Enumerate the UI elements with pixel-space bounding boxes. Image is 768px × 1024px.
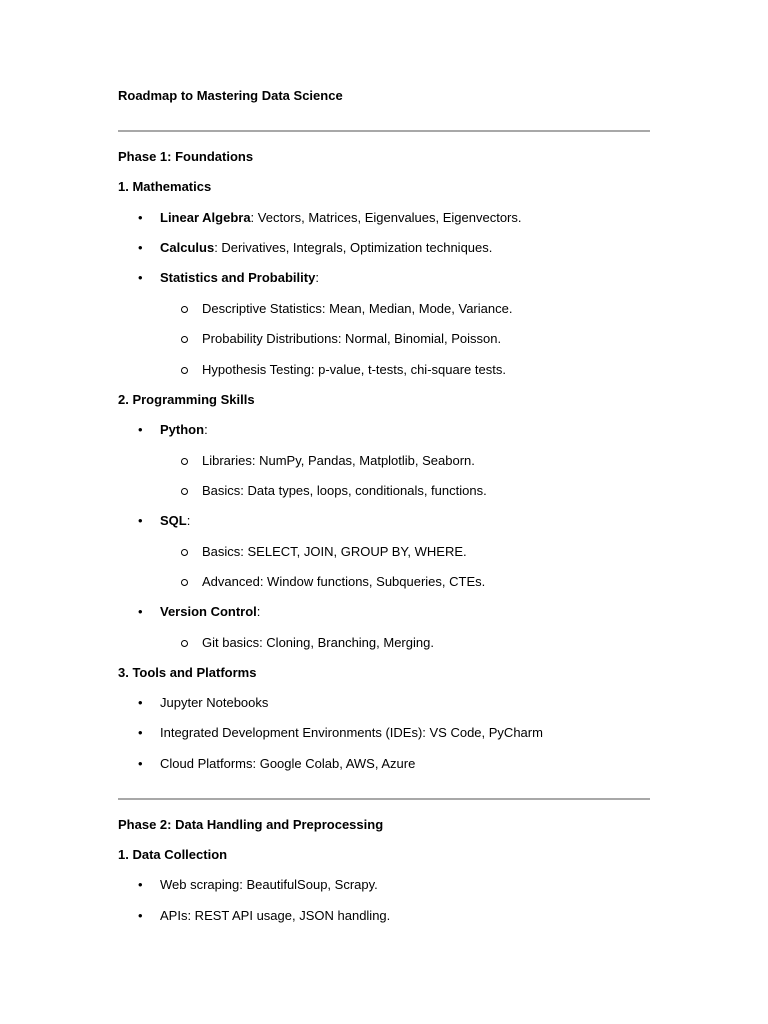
list-item-version-control: [160, 604, 260, 620]
circle-bullet-icon: [181, 306, 188, 313]
bullet-icon: •: [138, 240, 143, 255]
term-label: Version Control: [160, 604, 257, 619]
circle-bullet-icon: [181, 488, 188, 495]
sub-list-item: Advanced: Window functions, Subqueries, CTEs.: [202, 574, 486, 589]
tools-heading: 3. Tools and Platforms: [118, 665, 257, 680]
term-desc: : Derivatives, Integrals, Optimization techniques.: [214, 240, 493, 255]
term-desc: :: [256, 604, 261, 619]
circle-bullet-icon: [181, 336, 188, 343]
list-item: Web scraping: BeautifulSoup, Scrapy.: [160, 877, 378, 892]
list-item: APIs: REST API usage, JSON handling.: [160, 908, 391, 923]
term-label: Python: [160, 422, 205, 437]
bullet-icon: •: [138, 877, 143, 892]
sub-list-item: Probability Distributions: Normal, Binomial, Poisson.: [202, 331, 502, 346]
divider: [118, 130, 650, 132]
bullet-icon: •: [138, 695, 143, 710]
circle-bullet-icon: [181, 579, 188, 586]
term-label: SQL: [160, 513, 187, 528]
list-item: Jupyter Notebooks: [160, 695, 269, 710]
divider: [118, 798, 650, 800]
bullet-icon: •: [138, 756, 143, 771]
circle-bullet-icon: [181, 458, 188, 465]
bullet-icon: •: [138, 604, 143, 619]
bullet-icon: •: [138, 422, 143, 437]
document-title: Roadmap to Mastering Data Science: [118, 88, 343, 103]
bullet-icon: •: [138, 725, 143, 740]
bullet-icon: •: [138, 210, 143, 225]
sub-list-item: Libraries: NumPy, Pandas, Matplotlib, Seaborn.: [202, 453, 475, 468]
sub-list-item: Descriptive Statistics: Mean, Median, Mode, Variance.: [202, 301, 513, 316]
bullet-icon: •: [138, 513, 143, 528]
list-item-python: [160, 422, 208, 438]
sub-list-item: Hypothesis Testing: p-value, t-tests, chi-square tests.: [202, 362, 506, 377]
circle-bullet-icon: [181, 367, 188, 374]
math-heading: 1. Mathematics: [118, 179, 212, 194]
term-desc: : Vectors, Matrices, Eigenvalues, Eigenvectors.: [250, 210, 522, 225]
programming-heading: 2. Programming Skills: [118, 392, 255, 407]
phase1-heading: Phase 1: Foundations: [118, 149, 254, 164]
term-desc: :: [315, 270, 319, 285]
bullet-icon: •: [138, 908, 143, 923]
list-item-calculus: [160, 240, 492, 256]
term-label: Calculus: [160, 240, 215, 255]
circle-bullet-icon: [181, 549, 188, 556]
term-label: Linear Algebra: [160, 210, 251, 225]
sub-list-item: Basics: SELECT, JOIN, GROUP BY, WHERE.: [202, 544, 467, 559]
list-item: Integrated Development Environments (IDEs): VS Code, PyCharm: [160, 725, 543, 740]
data-collection-heading: 1. Data Collection: [118, 847, 228, 862]
list-item-sql: [160, 513, 190, 529]
term-desc: :: [186, 513, 191, 528]
list-item-statistics: [160, 270, 319, 286]
term-desc: :: [204, 422, 208, 437]
bullet-icon: •: [138, 270, 143, 285]
sub-list-item: Basics: Data types, loops, conditionals, functions.: [202, 483, 487, 498]
phase2-heading: Phase 2: Data Handling and Preprocessing: [118, 817, 384, 832]
circle-bullet-icon: [181, 640, 188, 647]
term-label: Statistics and Probability: [160, 270, 316, 285]
list-item: Cloud Platforms: Google Colab, AWS, Azure: [160, 756, 416, 771]
list-item-linear-algebra: [160, 210, 522, 226]
sub-list-item: Git basics: Cloning, Branching, Merging.: [202, 635, 434, 650]
